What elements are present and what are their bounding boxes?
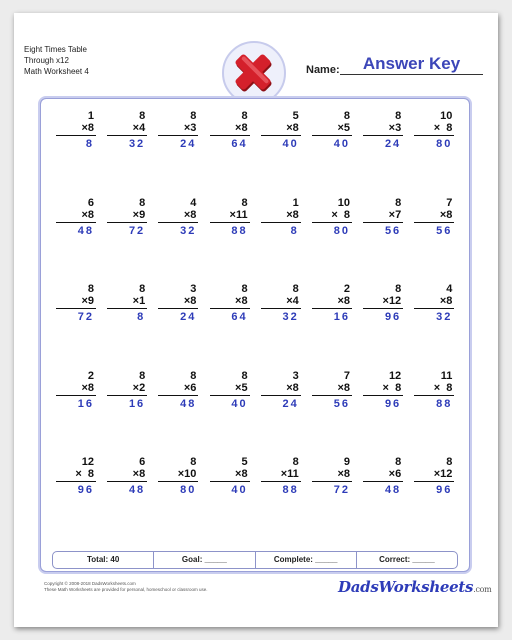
problem-answer: 88 (231, 224, 248, 237)
problem-rule (414, 481, 454, 482)
problem (202, 370, 252, 420)
problem-rule (312, 481, 352, 482)
problem-rule (210, 481, 250, 482)
problem-top-number: 8 (395, 196, 402, 209)
problem-answer: 16 (128, 397, 146, 410)
problem (406, 456, 456, 506)
problem-top-number: 10 (440, 110, 453, 122)
problem-multiplier: ×8 (439, 295, 453, 307)
problem (304, 110, 354, 160)
problem-multiplier: × 8 (433, 122, 453, 134)
problem-top-number: 8 (139, 369, 146, 382)
problem-answer: 64 (231, 311, 248, 323)
problem-rule (107, 222, 147, 223)
answer-key-text: Answer Key (340, 54, 483, 75)
problem (406, 197, 456, 247)
problem-top-number: 8 (395, 456, 402, 468)
problem-rule (210, 135, 250, 136)
problem (48, 110, 98, 160)
problem-multiplier: ×9 (81, 295, 94, 307)
problem-answer: 56 (333, 397, 350, 410)
problem-multiplier: ×8 (286, 381, 299, 394)
problem-top-number: 8 (395, 110, 402, 122)
problem (406, 370, 456, 420)
logo-text: DadsWorksheets (338, 578, 474, 596)
problem-rule (56, 481, 96, 482)
problem-answer: 80 (333, 224, 350, 237)
problem-top-number: 7 (446, 196, 453, 209)
problem-rule (158, 308, 198, 309)
problem-rule (261, 308, 301, 309)
problem-rule (56, 395, 96, 396)
logo-domain: .com (473, 585, 492, 594)
problem-answer: 64 (231, 138, 248, 150)
copyright-line: Copyright © 2008-2018 DadsWorksheets.com (44, 581, 136, 586)
problem (406, 283, 456, 333)
problem-answer: 88 (282, 484, 299, 496)
problem-answer: 8 (85, 138, 94, 150)
problem-rule (414, 395, 454, 396)
problem-rule (414, 308, 454, 309)
problem-multiplier: ×8 (81, 208, 94, 221)
problem (304, 197, 354, 247)
problem-rule (56, 222, 96, 223)
problem-answer: 24 (384, 138, 402, 150)
problem-rule (107, 395, 147, 396)
problem-rule (261, 395, 301, 396)
problem-answer: 16 (333, 311, 350, 323)
problem-multiplier: ×8 (183, 208, 197, 221)
problem-top-number: 8 (343, 110, 350, 122)
problem-rule (107, 481, 147, 482)
problem (99, 197, 149, 247)
problem-rule (312, 222, 352, 223)
problem-rule (414, 222, 454, 223)
problem-answer: 24 (180, 138, 197, 150)
red-x-icon (231, 50, 277, 96)
problem (202, 110, 252, 160)
problem-multiplier: ×8 (132, 468, 146, 480)
problem (48, 456, 98, 506)
problem-top-number: 8 (139, 283, 146, 295)
problem-multiplier: ×8 (183, 295, 197, 307)
score-bar (52, 551, 458, 569)
problem-multiplier: ×8 (439, 208, 453, 221)
problem (253, 283, 303, 333)
problem (355, 456, 405, 506)
problem-answer: 40 (282, 138, 299, 150)
total-cell: Total: 40 (53, 552, 154, 568)
problem-answer: 32 (436, 311, 453, 323)
problem-answer: 40 (333, 138, 350, 150)
problem-answer: 80 (436, 138, 453, 150)
problem-rule (363, 135, 403, 136)
problem-rule (261, 481, 301, 482)
title-line: Math Worksheet 4 (24, 67, 89, 76)
problem-top-number: 8 (241, 196, 248, 209)
problem-answer: 32 (282, 311, 299, 323)
problem-answer: 48 (128, 484, 146, 496)
problem (48, 370, 98, 420)
problem-top-number: 12 (81, 456, 94, 468)
problem-multiplier: ×8 (286, 208, 299, 221)
problem (355, 110, 405, 160)
correct-cell: Correct: _____ (379, 555, 435, 564)
problem-multiplier: ×8 (337, 468, 350, 480)
problem-top-number: 8 (241, 283, 248, 295)
problem-multiplier: ×8 (337, 295, 350, 307)
problem-top-number: 6 (87, 196, 94, 209)
problem-top-number: 8 (292, 283, 299, 295)
problem (99, 110, 149, 160)
problem (202, 197, 252, 247)
problem-rule (158, 395, 198, 396)
problem-top-number: 11 (440, 369, 453, 382)
problem (355, 197, 405, 247)
problem-multiplier: ×8 (337, 381, 350, 394)
problem (304, 456, 354, 506)
problem-answer: 72 (128, 224, 146, 237)
problem-top-number: 8 (190, 369, 197, 382)
problem-top-number: 8 (292, 456, 299, 468)
problem (48, 283, 98, 333)
problem-answer: 96 (436, 484, 453, 496)
problem-top-number: 8 (87, 283, 94, 295)
problem-answer: 24 (282, 397, 299, 410)
problem-grid (48, 110, 454, 520)
problem-multiplier: × 8 (382, 381, 402, 394)
problem-multiplier: ×4 (286, 295, 299, 307)
problem-rule (363, 481, 403, 482)
problem-top-number: 3 (292, 369, 299, 382)
problem-multiplier: ×12 (382, 295, 402, 307)
problem (202, 283, 252, 333)
problem-top-number: 4 (446, 283, 453, 295)
problem-multiplier: ×6 (388, 468, 402, 480)
problem (99, 283, 149, 333)
problem-multiplier: × 8 (433, 381, 453, 394)
problem-rule (56, 308, 96, 309)
problem-top-number: 7 (343, 369, 350, 382)
problem-top-number: 8 (139, 196, 146, 209)
problem-multiplier: ×8 (81, 122, 94, 134)
problem-top-number: 8 (190, 456, 197, 468)
problem-multiplier: ×4 (132, 122, 146, 134)
problem-multiplier: ×3 (388, 122, 402, 134)
problem-answer: 8 (137, 311, 146, 323)
problem-top-number: 6 (139, 456, 146, 468)
problem-multiplier: ×8 (235, 122, 248, 134)
problem-multiplier: ×9 (132, 208, 146, 221)
problem-rule (312, 395, 352, 396)
complete-cell: Complete: _____ (256, 552, 357, 568)
problem-top-number: 4 (190, 196, 197, 209)
problem-answer: 56 (436, 224, 453, 237)
problem (355, 283, 405, 333)
problem-answer: 48 (384, 484, 402, 496)
problem-answer: 56 (384, 224, 402, 237)
problem-rule (312, 135, 352, 136)
problem-answer: 32 (180, 224, 197, 237)
problem-top-number: 8 (190, 110, 197, 122)
problem (253, 456, 303, 506)
problem-top-number: 1 (87, 110, 94, 122)
problem-answer: 16 (77, 397, 94, 410)
problem (304, 283, 354, 333)
problem-rule (107, 135, 147, 136)
problem (99, 456, 149, 506)
problem-answer: 8 (290, 224, 299, 237)
problem (150, 283, 200, 333)
problem-rule (363, 308, 403, 309)
problem-top-number: 5 (241, 456, 248, 468)
problem-answer: 40 (231, 397, 248, 410)
problem-multiplier: ×10 (177, 468, 197, 480)
problem-top-number: 1 (292, 196, 299, 209)
problem-multiplier: ×11 (229, 208, 248, 221)
problem-multiplier: ×3 (183, 122, 197, 134)
problem-answer: 24 (180, 311, 197, 323)
problem-rule (261, 135, 301, 136)
problem (304, 370, 354, 420)
problem-rule (414, 135, 454, 136)
problem-top-number: 12 (388, 369, 402, 382)
problem-top-number: 8 (139, 110, 146, 122)
problem (150, 456, 200, 506)
problem-multiplier: ×7 (388, 208, 402, 221)
problem-rule (363, 222, 403, 223)
problem-top-number: 8 (446, 456, 453, 468)
problem-multiplier: ×8 (235, 295, 248, 307)
problem-multiplier: ×6 (183, 381, 197, 394)
problem (202, 456, 252, 506)
problem (99, 370, 149, 420)
problem-top-number: 2 (343, 283, 350, 295)
title-line: Eight Times Table (24, 45, 87, 54)
problem-rule (158, 222, 198, 223)
problem-rule (210, 222, 250, 223)
problem (150, 110, 200, 160)
problem-multiplier: ×5 (337, 122, 350, 134)
title-line: Through x12 (24, 56, 69, 65)
problem-multiplier: × 8 (75, 468, 94, 480)
problem-rule (363, 395, 403, 396)
problem (253, 370, 303, 420)
copyright-line: These Math Worksheets are provided for personal, homeschool or classroom use. (44, 587, 208, 592)
problem-rule (158, 135, 198, 136)
problem-multiplier: ×1 (132, 295, 146, 307)
problem (355, 370, 405, 420)
problem-rule (261, 222, 301, 223)
problem (253, 110, 303, 160)
problem-multiplier: ×8 (286, 122, 299, 134)
problem-top-number: 9 (343, 456, 350, 468)
problem-rule (312, 308, 352, 309)
problem-multiplier: × 8 (331, 208, 350, 221)
problem-multiplier: ×8 (81, 381, 94, 394)
problem-top-number: 8 (395, 283, 402, 295)
problem-answer: 48 (77, 224, 94, 237)
problem-answer: 96 (384, 311, 402, 323)
problem-rule (56, 135, 96, 136)
problem-top-number: 8 (241, 110, 248, 122)
problem (48, 197, 98, 247)
problem-top-number: 2 (87, 369, 94, 382)
problem-answer: 40 (231, 484, 248, 496)
problem (150, 197, 200, 247)
problem-rule (210, 308, 250, 309)
problem-answer: 72 (333, 484, 350, 496)
problem-top-number: 8 (241, 369, 248, 382)
problem-answer: 96 (77, 484, 94, 496)
problem-top-number: 10 (337, 196, 350, 209)
worksheet-title (24, 44, 89, 77)
problem-answer: 96 (384, 397, 402, 410)
problem-multiplier: ×12 (433, 468, 453, 480)
problem-multiplier: ×11 (280, 468, 299, 480)
problem (253, 197, 303, 247)
problem-top-number: 5 (292, 110, 299, 122)
problem (406, 110, 456, 160)
problem-answer: 48 (180, 397, 197, 410)
problem-multiplier: ×2 (132, 381, 146, 394)
problem-multiplier: ×5 (235, 381, 248, 394)
problem-multiplier: ×8 (235, 468, 248, 480)
site-logo (338, 578, 491, 596)
problem-rule (210, 395, 250, 396)
problem-top-number: 3 (190, 283, 197, 295)
name-label: Name: (306, 64, 340, 76)
copyright-notice (44, 581, 208, 593)
problem-answer: 72 (77, 311, 94, 323)
problem-answer: 88 (436, 397, 453, 410)
goal-cell: Goal: _____ (154, 552, 255, 568)
problem-rule (107, 308, 147, 309)
problem-rule (158, 481, 198, 482)
problem-answer: 32 (128, 138, 146, 150)
problem (150, 370, 200, 420)
problem-answer: 80 (180, 484, 197, 496)
